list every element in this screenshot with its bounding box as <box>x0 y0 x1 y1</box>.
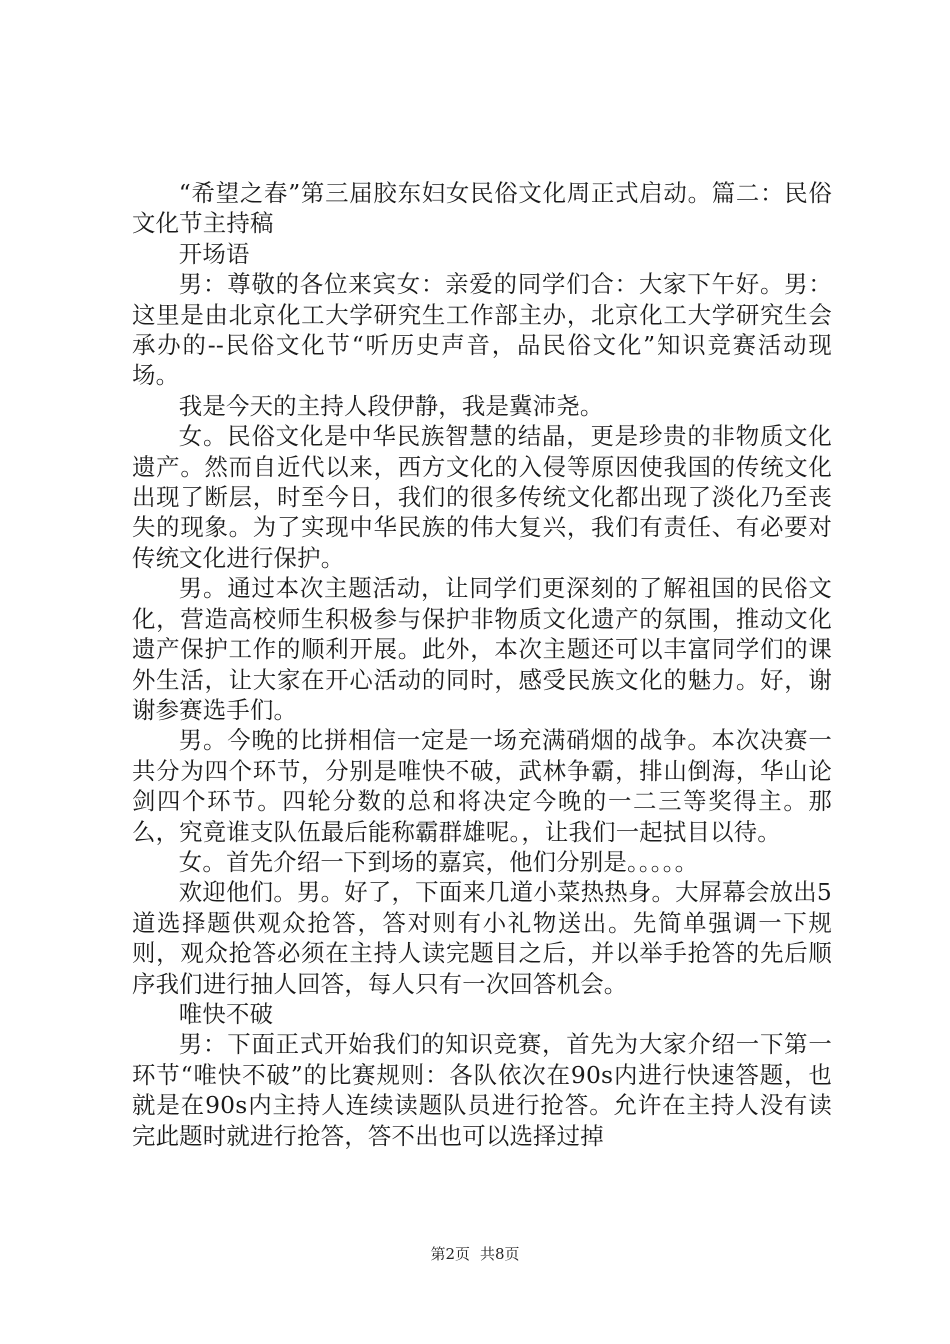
paragraph: 女。首先介绍一下到场的嘉宾，他们分别是。。。。。 <box>178 847 699 876</box>
paragraph: 男。今晚的比拼相信一定是一场充满硝烟的战争。本次决赛一共分为四个环节，分别是唯快不破，武林争霸，排山倒海，华山论剑四个环节。四轮分数的总和将决定今晚的一二三等奖得主。那么，究竟谁支队伍最后能称霸群雄呢。，让我们一起拭目以待。 <box>132 726 832 846</box>
section-heading: 唯快不破 <box>178 999 274 1028</box>
page-number: 第2页 <box>430 1245 470 1263</box>
paragraph: 男：尊敬的各位来宾女：亲爱的同学们合：大家下午好。男：这里是由北京化工大学研究生工作部主办，北京化工大学研究生会承办的--民俗文化节“听历史声音，品民俗文化”知识竞赛活动现场。 <box>132 270 832 390</box>
paragraph: “希望之春”第三届胶东妇女民俗文化周正式启动。篇二：民俗文化节主持稿 <box>132 179 832 238</box>
paragraph: 我是今天的主持人段伊静，我是冀沛尧。 <box>178 391 604 420</box>
paragraph: 欢迎他们。男。好了，下面来几道小菜热热身。大屏幕会放出5道选择题供观众抢答，答对则有小礼物送出。先简单强调一下规则，观众抢答必须在主持人读完题目之后，并以举手抢答的先后顺序我们进行抽人回答，每人只有一次回答机会。 <box>132 878 832 998</box>
page-footer <box>0 1244 950 1264</box>
paragraph: 男。通过本次主题活动，让同学们更深刻的了解祖国的民俗文化，营造高校师生积极参与保护非物质文化遗产的氛围，推动文化遗产保护工作的顺利开展。此外，本次主题还可以丰富同学们的课外生活，让大家在开心活动的同时，感受民族文化的魅力。好，谢谢参赛选手们。 <box>132 574 832 724</box>
paragraph: 女。民俗文化是中华民族智慧的结晶，更是珍贵的非物质文化遗产。然而自近代以来，西方文化的入侵等原因使我国的传统文化出现了断层，时至今日，我们的很多传统文化都出现了淡化乃至丧失的现象。为了实现中华民族的伟大复兴，我们有责任、有必要对传统文化进行保护。 <box>132 422 832 572</box>
document-body <box>132 178 832 1151</box>
paragraph: 男：下面正式开始我们的知识竞赛，首先为大家介绍一下第一环节“唯快不破”的比赛规则：各队依次在90s内进行快速答题，也就是在90s内主持人连续读题队员进行抢答。允许在主持人没有读完此题时就进行抢答，答不出也可以选择过掉 <box>132 1030 832 1150</box>
page-total: 共8页 <box>480 1245 520 1263</box>
section-heading: 开场语 <box>178 239 250 268</box>
